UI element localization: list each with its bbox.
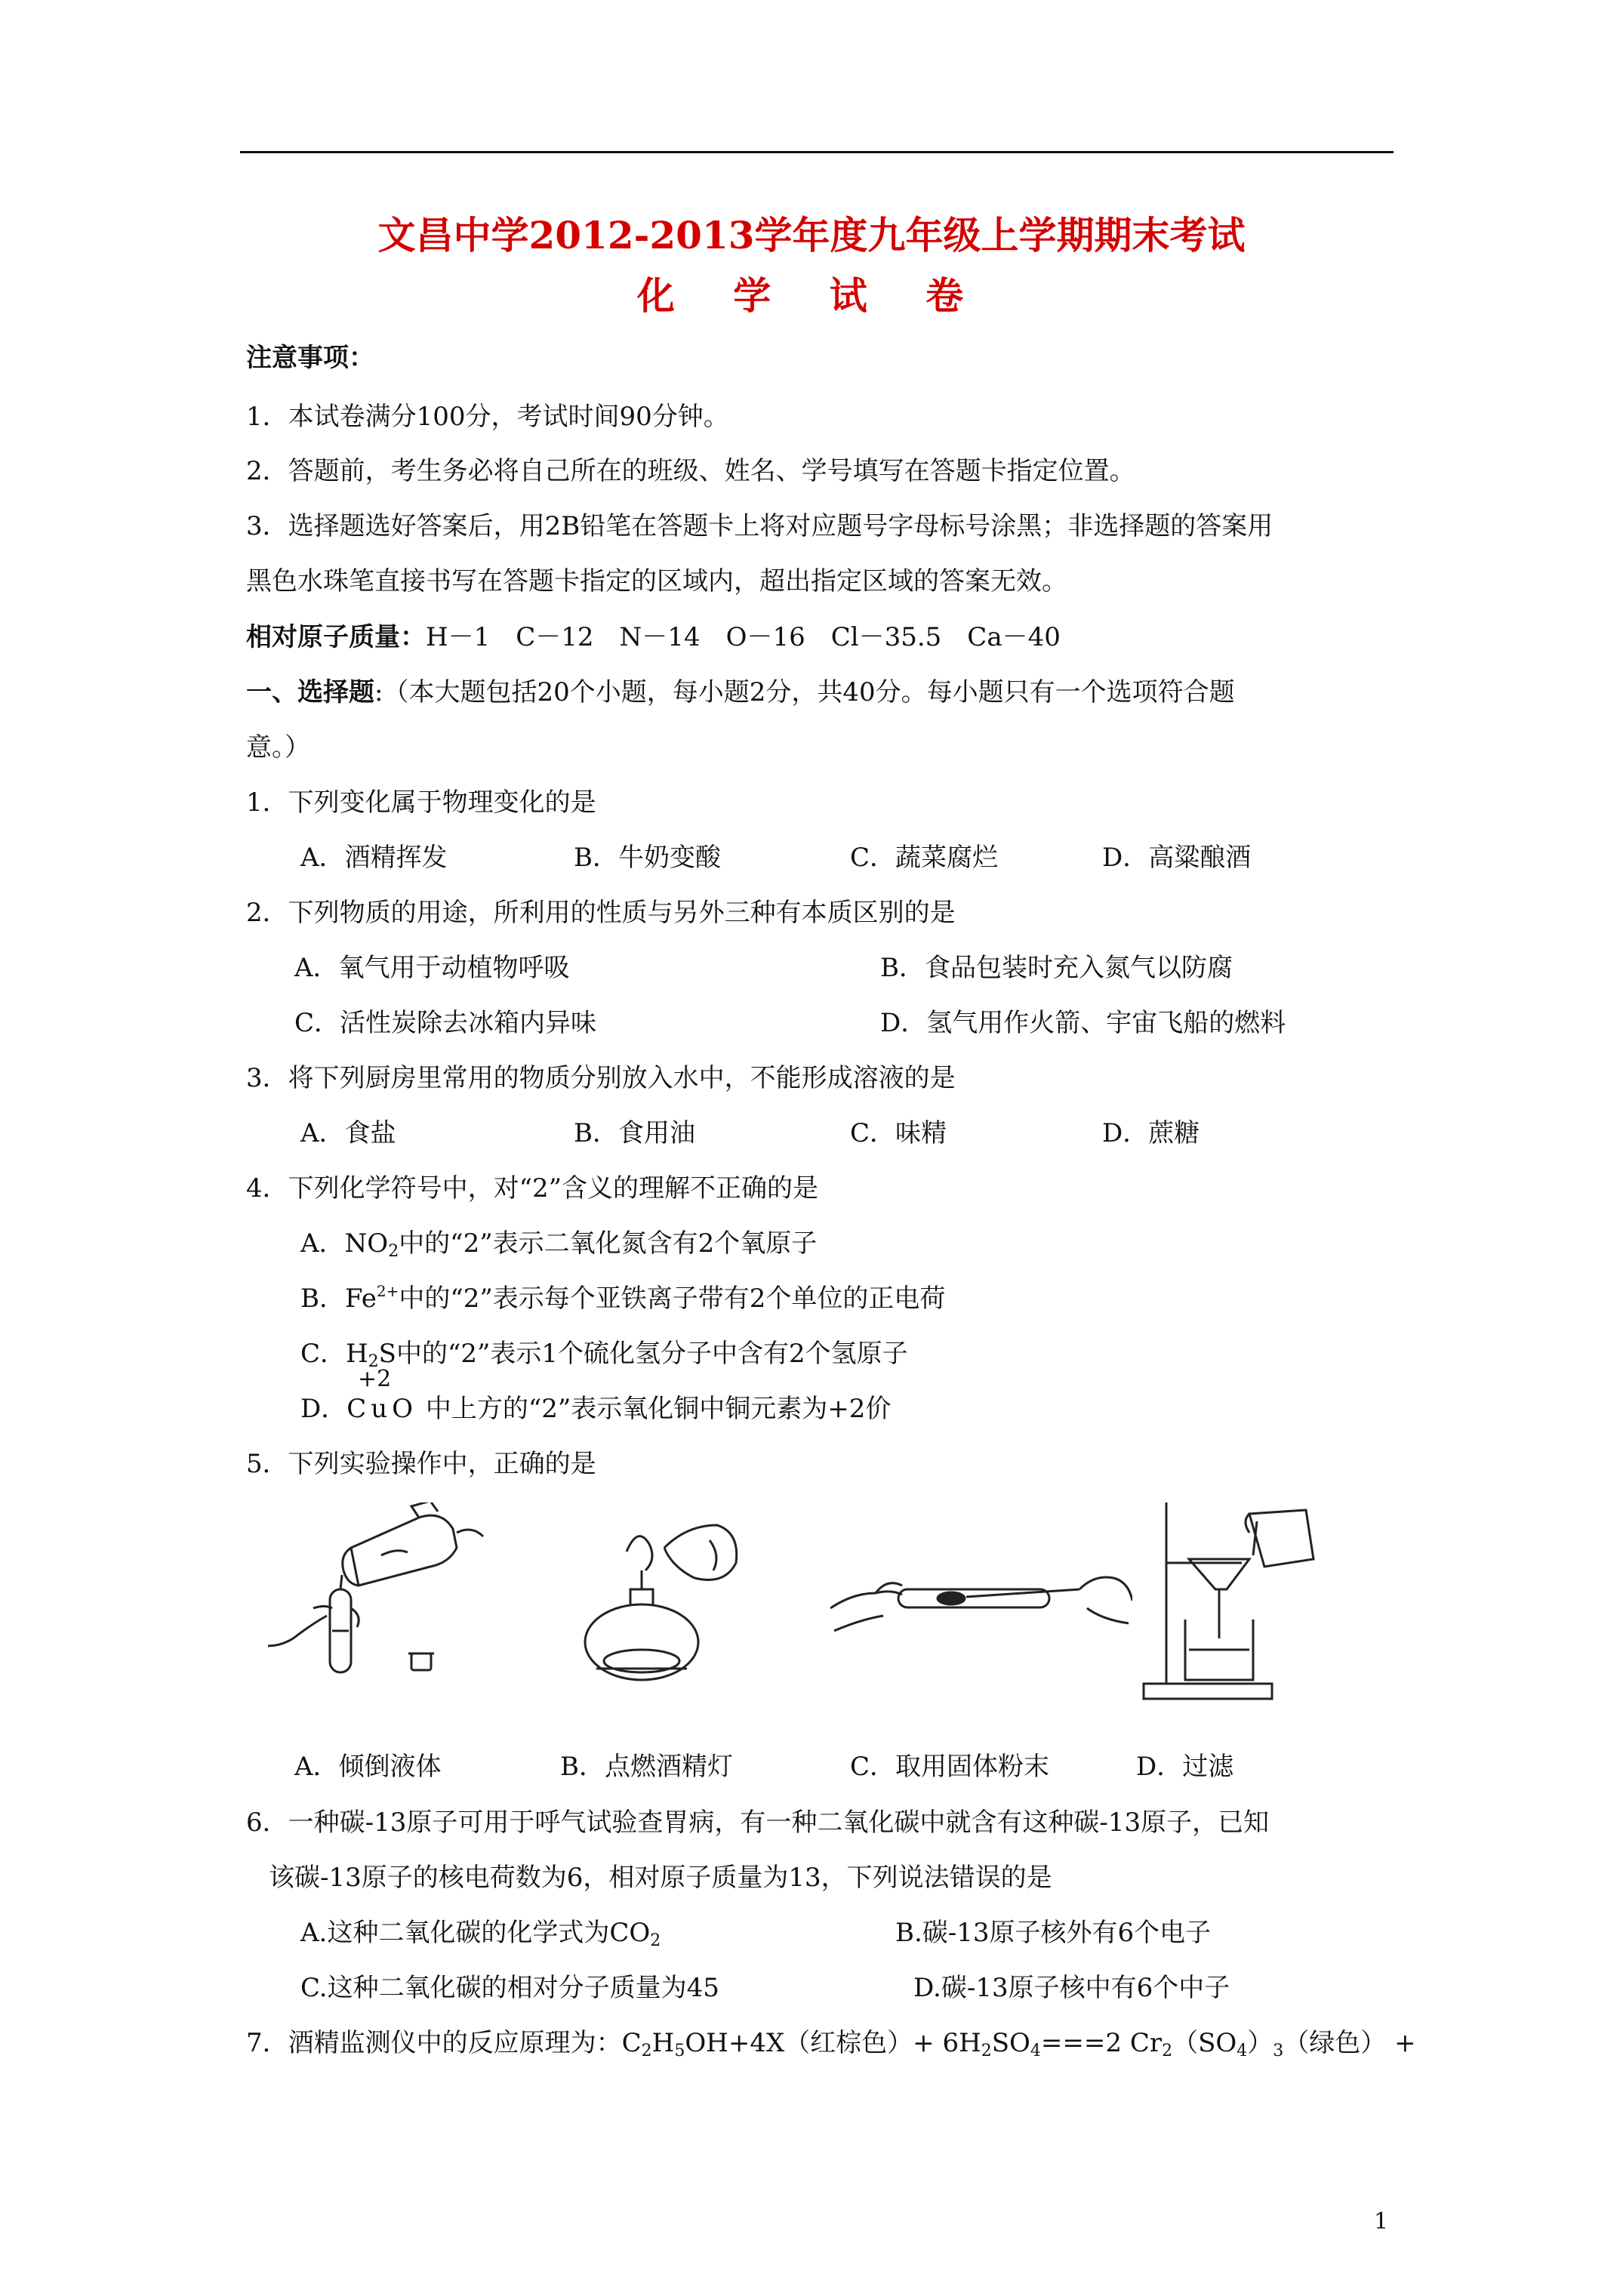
q2-stem: 2．下列物质的用途，所利用的性质与另外三种有本质区别的是 [246, 898, 956, 928]
q6-option-c: C.这种二氧化碳的相对分子质量为45 [300, 1973, 719, 2003]
q7-text-5: ===2 Cr [1040, 2028, 1163, 2058]
q2-option-d: D．氢气用作火箭、宇宙飞船的燃料 [880, 1008, 1286, 1038]
q6-option-b: B.碳-13原子核外有6个电子 [895, 1918, 1212, 1948]
page-number: 1 [1374, 2208, 1389, 2235]
q6-stem-line1: 6．一种碳-13原子可用于呼气试验查胃病，有一种二氧化碳中就含有这种碳-13原子，已知 [246, 1808, 1270, 1838]
q6-option-a [300, 1916, 661, 1949]
q4-b-text-rest: 中的“2”表示每个亚铁离子带有2个单位的正电荷 [399, 1284, 946, 1314]
q7-text-3: OH+4X（红棕色）+ 6H [685, 2028, 981, 2058]
q4-c-text: C．H [300, 1339, 368, 1369]
q1-option-b: B．牛奶变酸 [574, 843, 721, 873]
q6-a-subscript: 2 [650, 1931, 661, 1950]
q7-text-8: （绿色） + [1283, 2028, 1416, 2058]
q1-option-c: C．蔬菜腐烂 [850, 843, 999, 873]
section1-desc-cont: 意。） [246, 732, 310, 763]
atomic-mass-values: H－1 C－12 N－14 O－16 Cl－35.5 Ca－40 [426, 622, 1061, 652]
q5-option-a: A．倾倒液体 [294, 1752, 442, 1782]
notice-item-3-cont: 黑色水珠笔直接书写在答题卡指定的区域内，超出指定区域的答案无效。 [246, 566, 1067, 596]
q7-sub-7: 3 [1273, 2042, 1284, 2060]
q3-option-d: D．蔗糖 [1102, 1118, 1200, 1148]
q7-text-2: H [651, 2028, 675, 2058]
q4-d-text-rest: 中上方的“2”表示氧化铜中铜元素为+2价 [425, 1394, 892, 1424]
q3-option-a: A．食盐 [300, 1118, 396, 1148]
q1-stem: 1．下列变化属于物理变化的是 [246, 787, 596, 818]
q7-text-6: （SO [1172, 2028, 1237, 2058]
q7-sub-5: 2 [1162, 2042, 1173, 2060]
q4-stem: 4．下列化学符号中，对“2”含义的理解不正确的是 [246, 1173, 819, 1203]
q2-option-b: B．食品包装时充入氮气以防腐 [880, 953, 1233, 983]
q3-option-c: C．味精 [850, 1118, 947, 1148]
figure-pouring-liquid [268, 1502, 487, 1684]
q5-option-c: C．取用固体粉末 [850, 1752, 1050, 1782]
q6-option-d: D.碳-13原子核中有6个中子 [913, 1973, 1230, 2003]
section1-heading: 一、选择题 [246, 677, 374, 707]
notice-item-3: 3．选择题选好答案后，用2B铅笔在答题卡上将对应题号字母标号涂黑；非选择题的答案用 [246, 511, 1273, 541]
q4-d-formula: CuO [346, 1394, 418, 1424]
q5-stem: 5．下列实验操作中，正确的是 [246, 1449, 596, 1479]
section1-line1 [246, 676, 1235, 709]
q7-text-7: ） [1247, 2028, 1273, 2058]
q5-option-b: B．点燃酒精灯 [560, 1752, 733, 1782]
q4-option-a [300, 1227, 817, 1260]
q4-a-subscript: 2 [388, 1242, 399, 1261]
q1-option-d: D．高粱酿酒 [1102, 843, 1252, 873]
q5-option-d: D．过滤 [1136, 1752, 1234, 1782]
q4-b-superscript: 2+ [376, 1282, 399, 1300]
atomic-mass-label: 相对原子质量： [246, 622, 426, 652]
exam-title: 文昌中学2012-2013学年度九年级上学期期末考试 [377, 213, 1246, 257]
q7-sub-6: 4 [1236, 2042, 1248, 2060]
q4-a-text: A．NO [300, 1228, 389, 1259]
q4-a-text-rest: 中的“2”表示二氧化氮含有2个氧原子 [399, 1228, 818, 1259]
notice-heading: 注意事项： [246, 343, 374, 373]
q7-sub-3: 2 [981, 2042, 992, 2060]
q3-stem: 3．将下列厨房里常用的物质分别放入水中，不能形成溶液的是 [246, 1063, 956, 1093]
figure-alcohol-lamp [574, 1510, 747, 1691]
q2-option-a: A．氧气用于动植物呼吸 [294, 953, 570, 983]
exam-subtitle: 化 学 试 卷 [636, 273, 987, 318]
q3-option-b: B．食用油 [574, 1118, 695, 1148]
q6-a-text: A.这种二氧化碳的化学式为CO [300, 1918, 651, 1948]
q7-text-1: 7．酒精监测仪中的反应原理为：C [246, 2028, 642, 2058]
atomic-mass-line [246, 621, 1061, 654]
q4-c-text-rest: S中的“2”表示1个硫化氢分子中含有2个氢原子 [378, 1339, 908, 1369]
q4-d-valence-mark: +2 [358, 1366, 392, 1392]
q7-sub-4: 4 [1030, 2042, 1041, 2060]
q4-d-text: D． [300, 1394, 347, 1424]
q7-sub-1: 2 [641, 2042, 652, 2060]
q7-text-4: SO [991, 2028, 1030, 2058]
header-rule [240, 151, 1394, 153]
q4-c-subscript: 2 [368, 1352, 379, 1371]
q4-option-d [300, 1392, 891, 1425]
q4-b-text: B．Fe [300, 1284, 377, 1314]
notice-item-1: 1．本试卷满分100分，考试时间90分钟。 [246, 402, 729, 432]
figure-solid-powder [830, 1548, 1132, 1653]
section1-desc: :（本大题包括20个小题，每小题2分，共40分。每小题只有一个选项符合题 [374, 677, 1235, 707]
q1-option-a: A．酒精挥发 [300, 843, 448, 873]
q4-option-c [300, 1337, 908, 1370]
q6-stem-line2: 该碳-13原子的核电荷数为6，相对原子质量为13，下列说法错误的是 [269, 1863, 1052, 1893]
notice-item-2: 2．答题前，考生务必将自己所在的班级、姓名、学号填写在答题卡指定位置。 [246, 456, 1135, 486]
q7-sub-2: 5 [674, 2042, 685, 2060]
figure-filtration [1136, 1499, 1325, 1703]
q4-option-b [300, 1282, 945, 1315]
q7-stem [246, 2026, 1416, 2060]
q2-option-c: C．活性炭除去冰箱内异味 [294, 1008, 597, 1038]
